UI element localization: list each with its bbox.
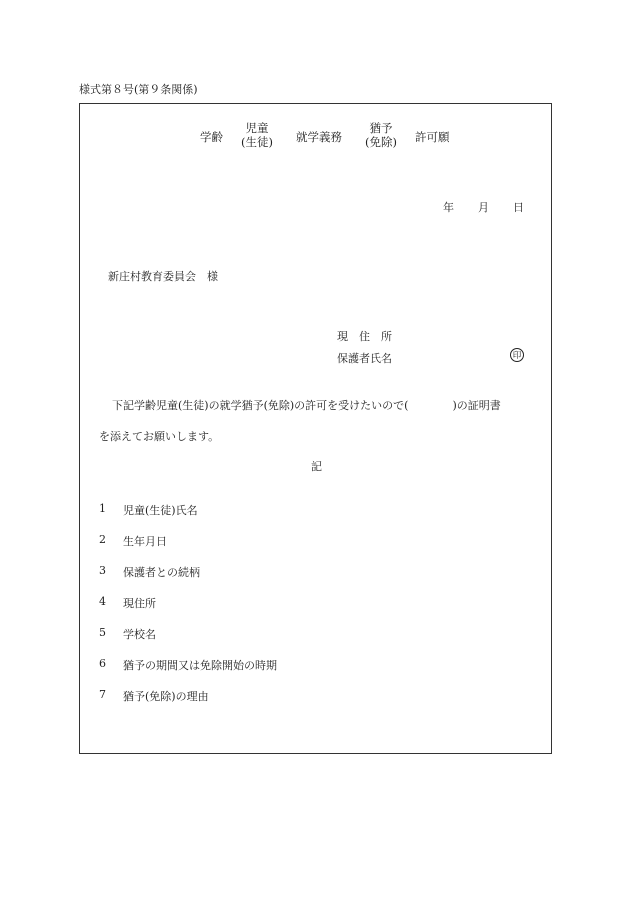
date-year: 年 (443, 201, 454, 214)
date-day: 日 (513, 201, 524, 214)
item-number: 3 (99, 564, 106, 577)
body-line-1: 下記学齢児童(生徒)の就学猶予(免除)の許可を受けたいので( )の証明書 (112, 399, 501, 412)
title-request: 許可願 (415, 130, 450, 144)
item-number: 4 (99, 595, 106, 608)
ki-heading: 記 (311, 460, 322, 473)
title-gakurei: 学齢 (200, 130, 223, 144)
item-label: 生年月日 (123, 535, 167, 548)
item-number: 7 (99, 688, 106, 701)
item-number: 1 (99, 502, 106, 515)
item-label: 現住所 (123, 597, 156, 610)
title-stack-child (241, 121, 273, 149)
item-number: 2 (99, 533, 106, 546)
item-label: 学校名 (123, 628, 156, 641)
title-child: 児童 (245, 121, 269, 135)
title-stack-postpone (365, 121, 397, 149)
form-number: 様式第８号(第９条関係) (79, 83, 198, 96)
title-exempt: (免除) (365, 135, 397, 149)
title-postpone: 猶予 (369, 121, 393, 135)
item-label: 猶予(免除)の理由 (123, 690, 209, 703)
body-line-2: を添えてお願いします。 (99, 430, 220, 443)
item-label: 猶予の期間又は免除開始の時期 (123, 659, 277, 672)
item-label: 保護者との続柄 (123, 566, 200, 579)
item-number: 6 (99, 657, 106, 670)
address-label: 現 住 所 (337, 330, 392, 343)
title-student: (生徒) (241, 135, 273, 149)
date-month: 月 (478, 201, 489, 214)
addressee: 新庄村教育委員会 様 (108, 270, 218, 283)
item-number: 5 (99, 626, 106, 639)
seal-mark: 印 (510, 348, 524, 362)
item-label: 児童(生徒)氏名 (123, 504, 198, 517)
guardian-name-label: 保護者氏名 (337, 352, 392, 365)
title-obligation: 就学義務 (296, 130, 342, 144)
